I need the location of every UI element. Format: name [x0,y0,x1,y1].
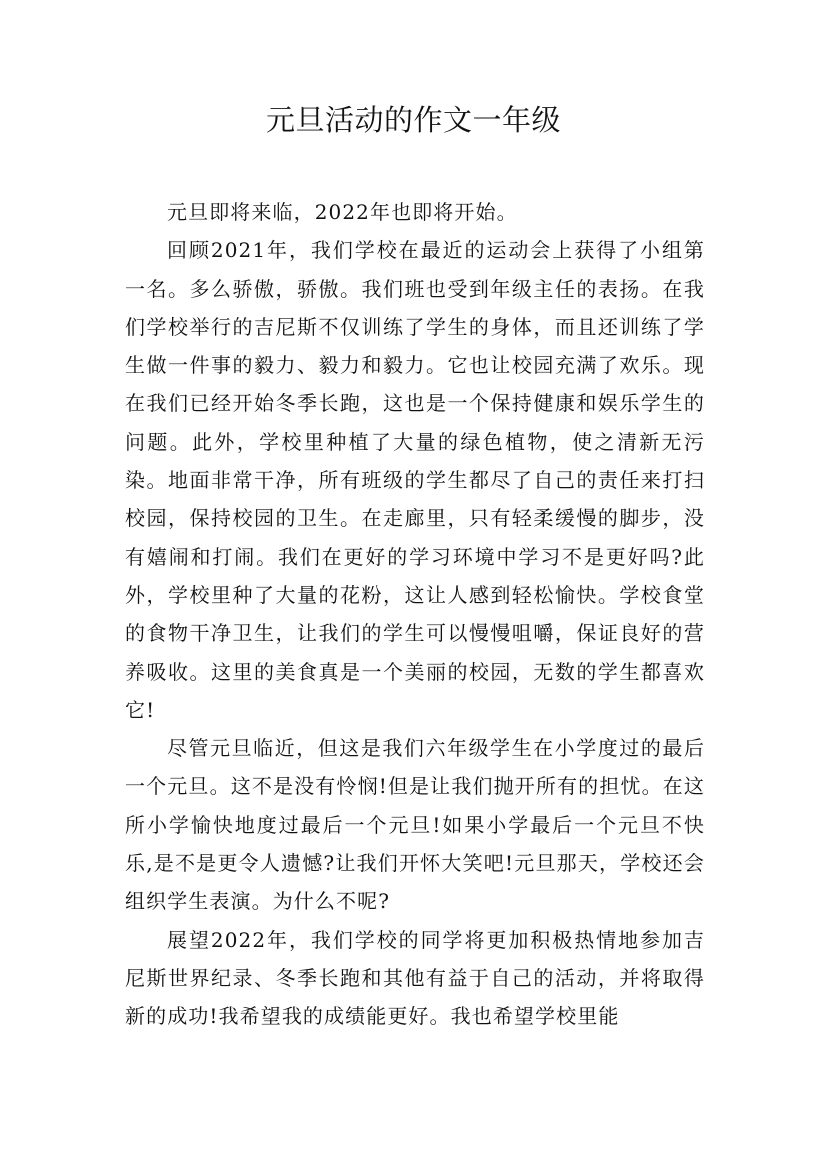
paragraph-intro: 元旦即将来临，2022年也即将开始。 [167,200,518,224]
paragraph-last-new-year: 尽管元旦临近，但这是我们六年级学生在小学度过的最后一个元旦。这不是没有怜悯!但是让我们抛开所有的担忧。在这所小学愉快地度过最后一个元旦!如果小学最后一个元旦不快乐,是不是更令人遗憾?让我们开怀大笑吧!元旦那天，学校还会组织学生表演。为什么不呢? [125,736,705,914]
document-title: 元旦活动的作文一年级 [265,103,561,137]
paragraph-outlook-2022: 展望2022年，我们学校的同学将更加积极热情地参加吉尼斯世界纪录、冬季长跑和其他有益于自己的活动，并将取得新的成功!我希望我的成绩能更好。我也希望学校里能 [125,927,705,1029]
paragraph-review-2021: 回顾2021年，我们学校在最近的运动会上获得了小组第一名。多么骄傲，骄傲。我们班也受到年级主任的表扬。在我们学校举行的吉尼斯不仅训练了学生的身体，而且还训练了学生做一件事的毅力、毅力和毅力。它也让校园充满了欢乐。现在我们已经开始冬季长跑，这也是一个保持健康和娱乐学生的问题。此外，学校里种植了大量的绿色植物，使之清新无污染。地面非常干净，所有班级的学生都尽了自己的责任来打扫校园，保持校园的卫生。在走廊里，只有轻柔缓慢的脚步，没有嬉闹和打闹。我们在更好的学习环境中学习不是更好吗?此外，学校里种了大量的花粉，这让人感到轻松愉快。学校食堂的食物干净卫生，让我们的学生可以慢慢咀嚼，保证良好的营养吸收。这里的美食真是一个美丽的校园，无数的学生都喜欢它! [125,238,705,722]
document-body [125,193,705,1036]
